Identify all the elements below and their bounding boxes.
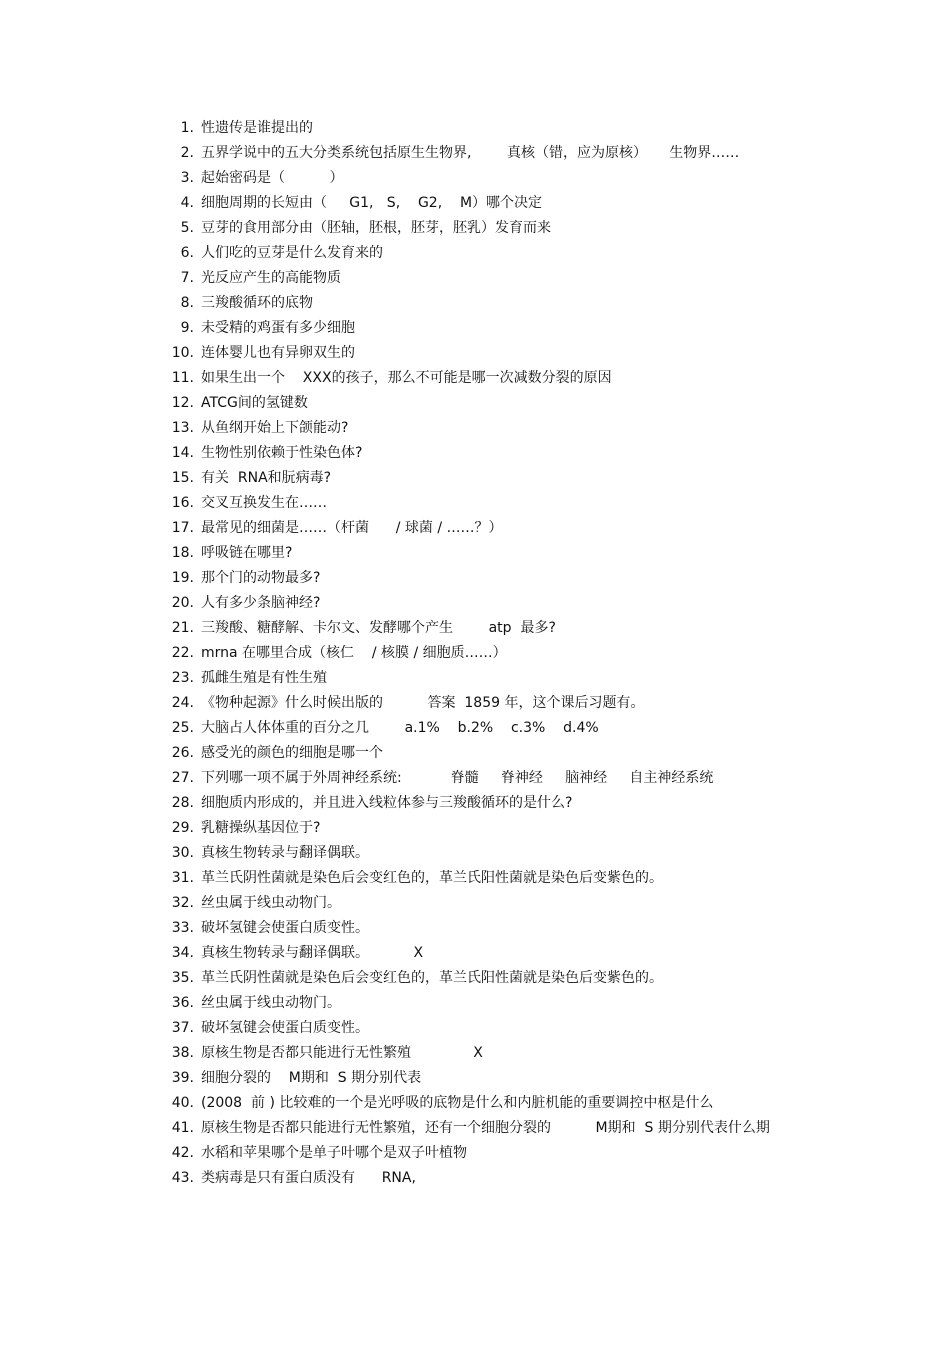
question-number: 20.	[171, 595, 194, 611]
question-number: 35.	[171, 970, 194, 986]
question-text: 革兰氏阴性菌就是染色后会变红色的，革兰氏阳性菌就是染色后变紫色的。	[201, 870, 663, 886]
question-item	[0, 416, 950, 441]
question-text: 最常见的细菌是……（杆菌 / 球菌 / ……？）	[201, 520, 503, 536]
question-item	[0, 216, 950, 241]
question-item	[0, 891, 950, 916]
question-text: 三羧酸循环的底物	[201, 295, 313, 311]
question-text: 乳糖操纵基因位于?	[201, 820, 321, 836]
question-item	[0, 916, 950, 941]
question-item	[0, 1091, 950, 1116]
question-text: 交叉互换发生在……	[201, 495, 327, 511]
question-item	[0, 341, 950, 366]
question-item	[0, 391, 950, 416]
question-number: 19.	[171, 570, 194, 586]
question-number: 11.	[171, 370, 194, 386]
question-text: 下列哪一项不属于外周神经系统: 脊髓 脊神经 脑神经 自主神经系统	[201, 770, 714, 786]
question-number: 32.	[171, 895, 194, 911]
question-number: 12.	[171, 395, 194, 411]
question-item	[0, 941, 950, 966]
question-text: (2008 前 ) 比较难的一个是光呼吸的底物是什么和内脏机能的重要调控中枢是什么	[201, 1095, 714, 1111]
question-text: 如果生出一个 XXX的孩子，那么不可能是哪一次减数分裂的原因	[201, 370, 612, 386]
question-number: 14.	[171, 445, 194, 461]
question-item	[0, 841, 950, 866]
question-item	[0, 1141, 950, 1166]
question-text: 革兰氏阴性菌就是染色后会变红色的，革兰氏阳性菌就是染色后变紫色的。	[201, 970, 663, 986]
question-text: 真核生物转录与翻译偶联。 X	[201, 945, 424, 961]
question-item	[0, 666, 950, 691]
question-number: 28.	[171, 795, 194, 811]
question-number: 17.	[171, 520, 194, 536]
question-number: 21.	[171, 620, 194, 636]
question-number: 30.	[171, 845, 194, 861]
question-text: 有关 RNA和朊病毒?	[201, 470, 332, 486]
question-item	[0, 991, 950, 1016]
question-number: 4.	[180, 195, 194, 211]
question-item	[0, 1116, 950, 1141]
question-text: 细胞质内形成的，并且进入线粒体参与三羧酸循环的是什么?	[201, 795, 573, 811]
question-item	[0, 1066, 950, 1091]
question-item	[0, 116, 950, 141]
question-list	[0, 116, 950, 1191]
question-number: 23.	[171, 670, 194, 686]
question-number: 13.	[171, 420, 194, 436]
question-text: ATCG间的氢键数	[201, 395, 308, 411]
question-number: 38.	[171, 1045, 194, 1061]
question-item	[0, 141, 950, 166]
question-text: 豆芽的食用部分由（胚轴，胚根，胚芽，胚乳）发育而来	[201, 220, 551, 236]
question-number: 27.	[171, 770, 194, 786]
question-item	[0, 766, 950, 791]
question-item	[0, 1041, 950, 1066]
question-item	[0, 491, 950, 516]
question-text: 从鱼纲开始上下颌能动?	[201, 420, 349, 436]
question-number: 22.	[171, 645, 194, 661]
question-text: 人有多少条脑神经?	[201, 595, 321, 611]
question-number: 2.	[180, 145, 194, 161]
question-number: 8.	[180, 295, 194, 311]
question-text: 丝虫属于线虫动物门。	[201, 995, 341, 1011]
question-item	[0, 866, 950, 891]
question-item	[0, 591, 950, 616]
question-number: 39.	[171, 1070, 194, 1086]
question-number: 29.	[171, 820, 194, 836]
question-number: 25.	[171, 720, 194, 736]
question-item	[0, 691, 950, 716]
question-number: 24.	[171, 695, 194, 711]
question-number: 16.	[171, 495, 194, 511]
question-text: mrna 在哪里合成（核仁 / 核膜 / 细胞质……）	[201, 645, 507, 661]
question-number: 42.	[171, 1145, 194, 1161]
question-item	[0, 316, 950, 341]
question-text: 人们吃的豆芽是什么发育来的	[201, 245, 383, 261]
question-number: 7.	[180, 270, 194, 286]
question-item	[0, 541, 950, 566]
question-text: 水稻和苹果哪个是单子叶哪个是双子叶植物	[201, 1145, 467, 1161]
question-text: 性遗传是谁提出的	[201, 120, 313, 136]
question-number: 40.	[171, 1095, 194, 1111]
question-text: 细胞分裂的 M期和 S 期分别代表	[201, 1070, 422, 1086]
question-text: 孤雌生殖是有性生殖	[201, 670, 327, 686]
question-text: 未受精的鸡蛋有多少细胞	[201, 320, 355, 336]
question-text: 原核生物是否都只能进行无性繁殖 X	[201, 1045, 483, 1061]
question-item	[0, 791, 950, 816]
question-text: 《物种起源》什么时候出版的 答案 1859 年，这个课后习题有。	[201, 695, 645, 711]
question-item	[0, 366, 950, 391]
question-text: 连体婴儿也有异卵双生的	[201, 345, 355, 361]
question-text: 感受光的颜色的细胞是哪一个	[201, 745, 383, 761]
question-item	[0, 966, 950, 991]
question-number: 33.	[171, 920, 194, 936]
question-number: 26.	[171, 745, 194, 761]
question-number: 3.	[180, 170, 194, 186]
question-number: 9.	[180, 320, 194, 336]
question-number: 6.	[180, 245, 194, 261]
question-item	[0, 716, 950, 741]
question-text: 原核生物是否都只能进行无性繁殖，还有一个细胞分裂的 M期和 S 期分别代表什么期	[201, 1120, 770, 1136]
question-text: 真核生物转录与翻译偶联。	[201, 845, 369, 861]
question-item	[0, 466, 950, 491]
question-item	[0, 1166, 950, 1191]
question-text: 破坏氢键会使蛋白质变性。	[201, 920, 369, 936]
question-number: 5.	[180, 220, 194, 236]
question-item	[0, 291, 950, 316]
question-text: 光反应产生的高能物质	[201, 270, 341, 286]
question-number: 1.	[180, 120, 194, 136]
question-item	[0, 441, 950, 466]
question-number: 43.	[171, 1170, 194, 1186]
question-item	[0, 816, 950, 841]
question-number: 15.	[171, 470, 194, 486]
question-item	[0, 566, 950, 591]
question-number: 37.	[171, 1020, 194, 1036]
question-number: 41.	[171, 1120, 194, 1136]
question-text: 三羧酸、糖酵解、卡尔文、发酵哪个产生 atp 最多?	[201, 620, 556, 636]
question-text: 那个门的动物最多?	[201, 570, 321, 586]
question-item	[0, 266, 950, 291]
question-item	[0, 166, 950, 191]
question-text: 五界学说中的五大分类系统包括原生生物界, 真核（错，应为原核） 生物界……	[201, 145, 740, 161]
question-item	[0, 1016, 950, 1041]
question-number: 10.	[171, 345, 194, 361]
question-number: 18.	[171, 545, 194, 561]
question-text: 起始密码是（ ）	[201, 170, 344, 186]
question-text: 呼吸链在哪里?	[201, 545, 293, 561]
question-number: 31.	[171, 870, 194, 886]
question-item	[0, 616, 950, 641]
question-item	[0, 741, 950, 766]
question-text: 生物性别依赖于性染色体?	[201, 445, 363, 461]
question-item	[0, 516, 950, 541]
question-number: 36.	[171, 995, 194, 1011]
question-text: 类病毒是只有蛋白质没有 RNA,	[201, 1170, 416, 1186]
question-text: 细胞周期的长短由（ G1, S, G2, M）哪个决定	[201, 195, 543, 211]
question-text: 丝虫属于线虫动物门。	[201, 895, 341, 911]
question-text: 大脑占人体体重的百分之几 a.1% b.2% c.3% d.4%	[201, 720, 599, 736]
question-item	[0, 241, 950, 266]
question-text: 破坏氢键会使蛋白质变性。	[201, 1020, 369, 1036]
question-item	[0, 191, 950, 216]
question-number: 34.	[171, 945, 194, 961]
question-item	[0, 641, 950, 666]
